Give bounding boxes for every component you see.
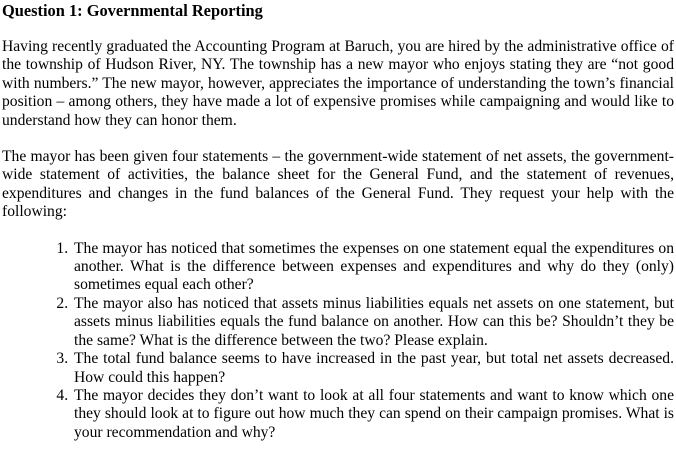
question-item-4: 4. The mayor decides they don’t want to look at all four statements and want to know which one they should look at to figure out how much they can spend on their campaign promises. What is your recommendation and why? [72, 387, 674, 442]
question-item-2: 2. The mayor also has noticed that assets minus liabilities equals net assets on one statement, but assets minus liabilities equals the fund balance on another. How can this be? Shouldn’t they be the same? What is the difference between the two? Please explain. [72, 295, 674, 350]
question-heading: Question 1: Governmental Reporting [2, 1, 263, 20]
question-item-3: 3. The total fund balance seems to have increased in the past year, but total net assets decreased. How could this happen? [72, 350, 674, 387]
question-list [2, 240, 674, 442]
statements-paragraph: The mayor has been given four statements – the government-wide statement of net assets, the government-wide statement of activities, the balance sheet for the General Fund, and the statement of revenues, expenditures and changes in the fund balances of the General Fund. They request your help with the following: [2, 148, 674, 221]
intro-paragraph: Having recently graduated the Accounting Program at Baruch, you are hired by the administrative office of the township of Hudson River, NY. The township has a new mayor who enjoys stating they are “not good with numbers.” The new mayor, however, appreciates the importance of understanding the town’s financial position – among others, they have made a lot of expensive promises while campaigning and would like to understand how they can honor them. [2, 38, 674, 129]
question-item-1: 1. The mayor has noticed that sometimes the expenses on one statement equal the expenditures on another. What is the difference between expenses and expenditures and why do they (only) sometimes equal each other? [72, 240, 674, 295]
document-page [0, 1, 676, 470]
